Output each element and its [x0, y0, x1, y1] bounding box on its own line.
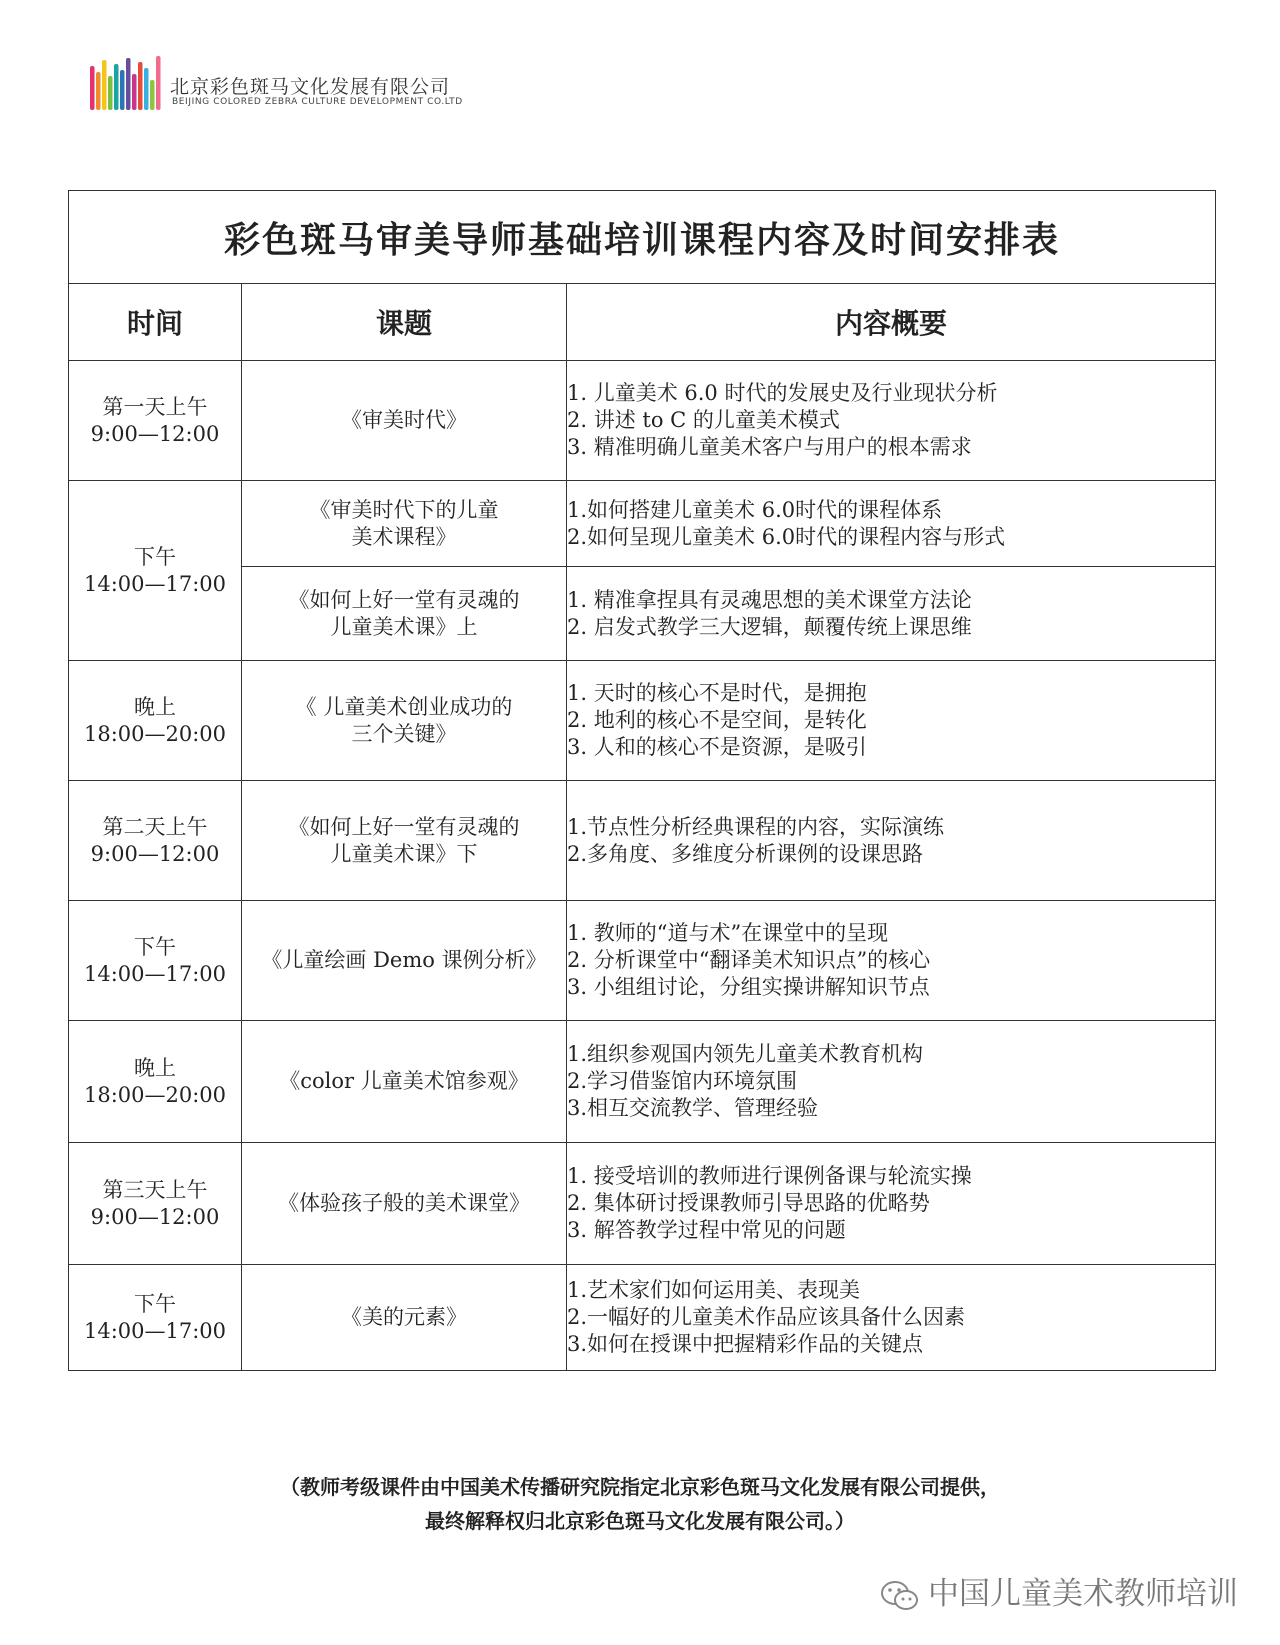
logo-bar — [108, 76, 113, 110]
company-name-en: BEIJING COLORED ZEBRA CULTURE DEVELOPMENT CO.LTD — [172, 97, 463, 107]
topic-line: 美术课程》 — [351, 524, 457, 549]
logo-bar — [126, 58, 131, 110]
topic-line: 三个关键》 — [351, 721, 457, 746]
header-content: 内容概要 — [567, 284, 1216, 361]
table-row — [69, 781, 1216, 901]
content-item: 1. 教师的“道与术”在课堂中的呈现 — [567, 921, 889, 945]
logo-bar — [96, 72, 101, 110]
content-cell — [567, 661, 1216, 781]
content-item: 3.相互交流教学、管理经验 — [567, 1096, 819, 1120]
content-cell — [567, 1265, 1216, 1371]
content-cell — [567, 1021, 1216, 1143]
content-item: 1.节点性分析经典课程的内容，实际演练 — [567, 814, 945, 839]
content-item: 3.如何在授课中把握精彩作品的关键点 — [567, 1332, 924, 1356]
logo-bar — [90, 66, 95, 110]
time-line: 9:00—12:00 — [90, 841, 220, 866]
time-cell — [69, 901, 242, 1021]
time-line: 14:00—17:00 — [83, 961, 227, 986]
time-cell — [69, 661, 242, 781]
content-item: 2. 启发式教学三大逻辑，颠覆传统上课思维 — [567, 614, 972, 639]
header-time: 时间 — [69, 284, 242, 361]
table-row — [69, 481, 1216, 567]
topic-line: 《体验孩子般的美术课堂》 — [278, 1191, 530, 1215]
content-item: 2.学习借鉴馆内环境氛围 — [567, 1069, 798, 1093]
content-cell — [567, 1143, 1216, 1265]
content-item: 3. 精准明确儿童美术客户与用户的根本需求 — [567, 435, 972, 459]
topic-line: 《审美时代下的儿童 — [309, 497, 499, 522]
content-item: 2. 集体研讨授课教师引导思路的优略势 — [567, 1191, 930, 1215]
content-item: 2. 分析课堂中“翻译美术知识点”的核心 — [567, 948, 931, 972]
time-cell — [69, 1021, 242, 1143]
company-logo — [88, 56, 488, 112]
time-line: 晚上 — [134, 694, 176, 719]
logo-bar — [102, 60, 107, 110]
content-item: 3. 解答教学过程中常见的问题 — [567, 1218, 846, 1242]
topic-line: 《color 儿童美术馆参观》 — [279, 1069, 529, 1093]
content-cell — [567, 481, 1216, 567]
topic-cell — [242, 1265, 567, 1371]
watermark-text: 中国儿童美术教师培训 — [928, 1576, 1238, 1612]
content-item: 2.多角度、多维度分析课例的设课思路 — [567, 841, 924, 866]
topic-cell — [242, 567, 567, 661]
time-line: 第一天上午 — [102, 394, 208, 419]
content-cell — [567, 781, 1216, 901]
content-item: 1.如何搭建儿童美术 6.0时代的课程体系 — [567, 497, 943, 522]
time-cell — [69, 781, 242, 901]
logo-bar — [114, 64, 119, 110]
logo-color-bars-icon — [88, 56, 168, 112]
topic-cell — [242, 901, 567, 1021]
time-cell — [69, 361, 242, 481]
topic-line: 《 儿童美术创业成功的 — [295, 694, 513, 719]
content-item: 2. 地利的核心不是空间，是转化 — [567, 708, 867, 732]
topic-cell — [242, 661, 567, 781]
content-cell — [567, 567, 1216, 661]
time-line: 下午 — [134, 1291, 176, 1316]
logo-bar — [120, 70, 125, 110]
table-row — [69, 361, 1216, 481]
topic-line: 儿童美术课》上 — [330, 614, 478, 639]
logo-bar — [138, 62, 143, 110]
company-name-cn: 北京彩色斑马文化发展有限公司 — [170, 76, 451, 98]
topic-cell — [242, 361, 567, 481]
content-item: 3. 小组组讨论，分组实操讲解知识节点 — [567, 975, 930, 999]
logo-bar — [132, 74, 137, 110]
content-item: 1. 接受培训的教师进行课例备课与轮流实操 — [567, 1164, 972, 1188]
content-item: 2. 讲述 to C 的儿童美术模式 — [567, 408, 840, 432]
time-line: 9:00—12:00 — [90, 1204, 220, 1229]
content-cell — [567, 901, 1216, 1021]
time-line: 下午 — [134, 934, 176, 959]
content-cell — [567, 361, 1216, 481]
footnote-line-1: （教师考级课件由中国美术传播研究院指定北京彩色斑马文化发展有限公司提供， — [280, 1475, 1000, 1499]
topic-line: 《审美时代》 — [341, 408, 467, 432]
topic-line: 《儿童绘画 Demo 课例分析》 — [261, 948, 547, 972]
watermark — [880, 1568, 1238, 1613]
topic-cell — [242, 1021, 567, 1143]
time-line: 下午 — [134, 544, 176, 569]
time-cell — [69, 481, 242, 661]
logo-bar — [144, 68, 149, 110]
content-item: 1. 天时的核心不是时代，是拥抱 — [567, 681, 867, 705]
table-row — [69, 1143, 1216, 1265]
time-line: 第三天上午 — [102, 1177, 208, 1202]
table-row — [69, 661, 1216, 781]
time-line: 9:00—12:00 — [90, 421, 220, 446]
logo-bar — [150, 80, 155, 110]
topic-line: 儿童美术课》下 — [330, 841, 478, 866]
footnote-line-2: 最终解释权归北京彩色斑马文化发展有限公司。） — [425, 1509, 855, 1533]
topic-cell — [242, 481, 567, 567]
header-topic: 课题 — [242, 284, 567, 361]
content-item: 1.组织参观国内领先儿童美术教育机构 — [567, 1042, 924, 1066]
content-item: 1.艺术家们如何运用美、表现美 — [567, 1278, 861, 1302]
topic-line: 《如何上好一堂有灵魂的 — [288, 814, 520, 839]
table-row — [69, 901, 1216, 1021]
topic-cell — [242, 781, 567, 901]
content-item: 1. 儿童美术 6.0 时代的发展史及行业现状分析 — [567, 381, 998, 405]
time-line: 第二天上午 — [102, 814, 208, 839]
topic-cell — [242, 1143, 567, 1265]
table-title: 彩色斑马审美导师基础培训课程内容及时间安排表 — [69, 191, 1216, 284]
content-item: 2.如何呈现儿童美术 6.0时代的课程内容与形式 — [567, 524, 1006, 549]
time-line: 14:00—17:00 — [83, 1318, 227, 1343]
table-row — [69, 1021, 1216, 1143]
logo-bar — [156, 56, 161, 110]
content-item: 3. 人和的核心不是资源，是吸引 — [567, 735, 867, 759]
topic-line: 《如何上好一堂有灵魂的 — [288, 587, 520, 612]
time-cell — [69, 1143, 242, 1265]
time-line: 18:00—20:00 — [83, 1082, 227, 1107]
content-item: 2.一幅好的儿童美术作品应该具备什么因素 — [567, 1305, 966, 1329]
wechat-icon — [880, 1579, 920, 1613]
time-line: 晚上 — [134, 1055, 176, 1080]
content-item: 1. 精准拿捏具有灵魂思想的美术课堂方法论 — [567, 587, 972, 612]
time-line: 18:00—20:00 — [83, 721, 227, 746]
table-row — [69, 1265, 1216, 1371]
schedule-table — [68, 190, 1216, 1371]
table-row — [69, 567, 1216, 661]
time-cell — [69, 1265, 242, 1371]
time-line: 14:00—17:00 — [83, 571, 227, 596]
topic-line: 《美的元素》 — [341, 1305, 467, 1329]
